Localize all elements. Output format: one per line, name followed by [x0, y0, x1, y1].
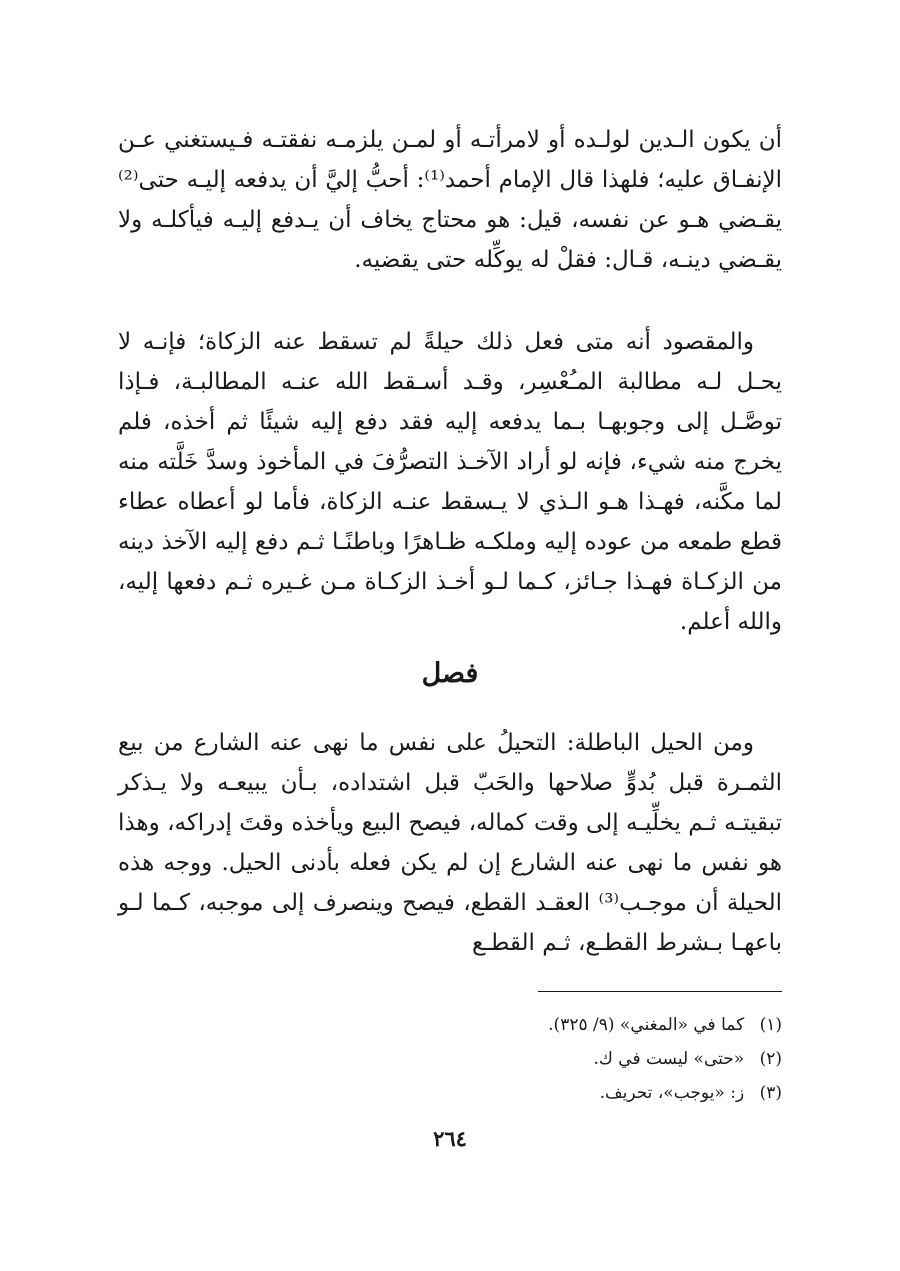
- footnote-3: [118, 1076, 782, 1110]
- footnote-2: [118, 1042, 782, 1076]
- footnote-text: «حتى» ليست في ك.: [593, 1049, 745, 1069]
- footnote-1: [118, 1008, 782, 1042]
- footnote-number: (٢): [759, 1049, 782, 1069]
- footnote-number: (٣): [759, 1083, 782, 1103]
- footnote-text: ز: «يوجب»، تحريف.: [599, 1083, 745, 1103]
- paragraph-2-text: والمقصود أنه متى فعل ذلك حيلةً لم تسقط عنه الزكاة؛ فإنـه لا يحـل لـه مطالبة المـُعْسِر، وقـد أسـقط الله عنـه المطالبـة، فـإذا توصَّـل إلى وجوبهـا بـما يدفعه إليه فقد دفع إليه شيئًا ثم أخذه، فلم يخرج منه شيء، فإنه لو أراد الآخـذ التصرُّفَ في المأخوذ وسدَّ خَلَّته منه لما مكَّنه، فهـذا هـو الـذي لا يـسقط عنـه الزكاة، فأما لو أعطاه عطاء قطع طمعه من عوده إليه وملكـه ظـاهرًا وباطنًـا ثـم دفع إليه الآخذ دينه من الزكـاة فهـذا جـائز، كـما لـو أخـذ الزكـاة مـن غـيره ثـم دفعها إليه، والله أعلم.: [118, 329, 782, 635]
- footnote-divider: [538, 991, 782, 992]
- footnote-number: (١): [759, 1015, 782, 1035]
- section-heading: فصل: [421, 658, 479, 689]
- paragraph-3-text: ومن الحيل الباطلة: التحيلُ على نفس ما نهى عنه الشارع من بيع الثمـرة قبل بُدوٍّ صلاحها والحَبّ قبل اشتداده، بـأن يبيعـه ولا يـذكر تبقيتـه ثـم يخلِّيـه إلى وقت كماله، فيصح البيع ويأخذه وقتَ إدراكه، وهذا هو نفس ما نهى عنه الشارع إن لم يكن فعله بأدنى الحيل. ووجه هذه الحيلة أن موجـب⁽³⁾ العقـد القطع، فيصح وينصرف إلى موجبه، كـما لـو باعهـا بـشرط القطـع، ثـم القطـع: [118, 730, 782, 956]
- paragraph-1-text: أن يكون الـدين لولـده أو لامرأتـه أو لمـن يلزمـه نفقتـه فـيستغني عـن الإنفـاق عليه؛ فلهذا قال الإمام أحمد⁽¹⁾: أحبُّ إليَّ أن يدفعه إليـه حتى⁽²⁾ يقـضي هـو عن نفسه، قيل: هو محتاج يخاف أن يـدفع إليـه فيأكلـه ولا يقـضي دينـه، قـال: فقلْ له يوكِّله حتى يقضيه.: [118, 127, 782, 273]
- paragraph-3: [118, 723, 782, 963]
- page-number: ٢٦٤: [433, 1126, 467, 1151]
- footnotes: [118, 1008, 782, 1110]
- paragraph-2: [118, 322, 782, 642]
- paragraph-1: [118, 120, 782, 280]
- footnote-text: كما في «المغني» (٩/ ٣٢٥).: [548, 1015, 745, 1035]
